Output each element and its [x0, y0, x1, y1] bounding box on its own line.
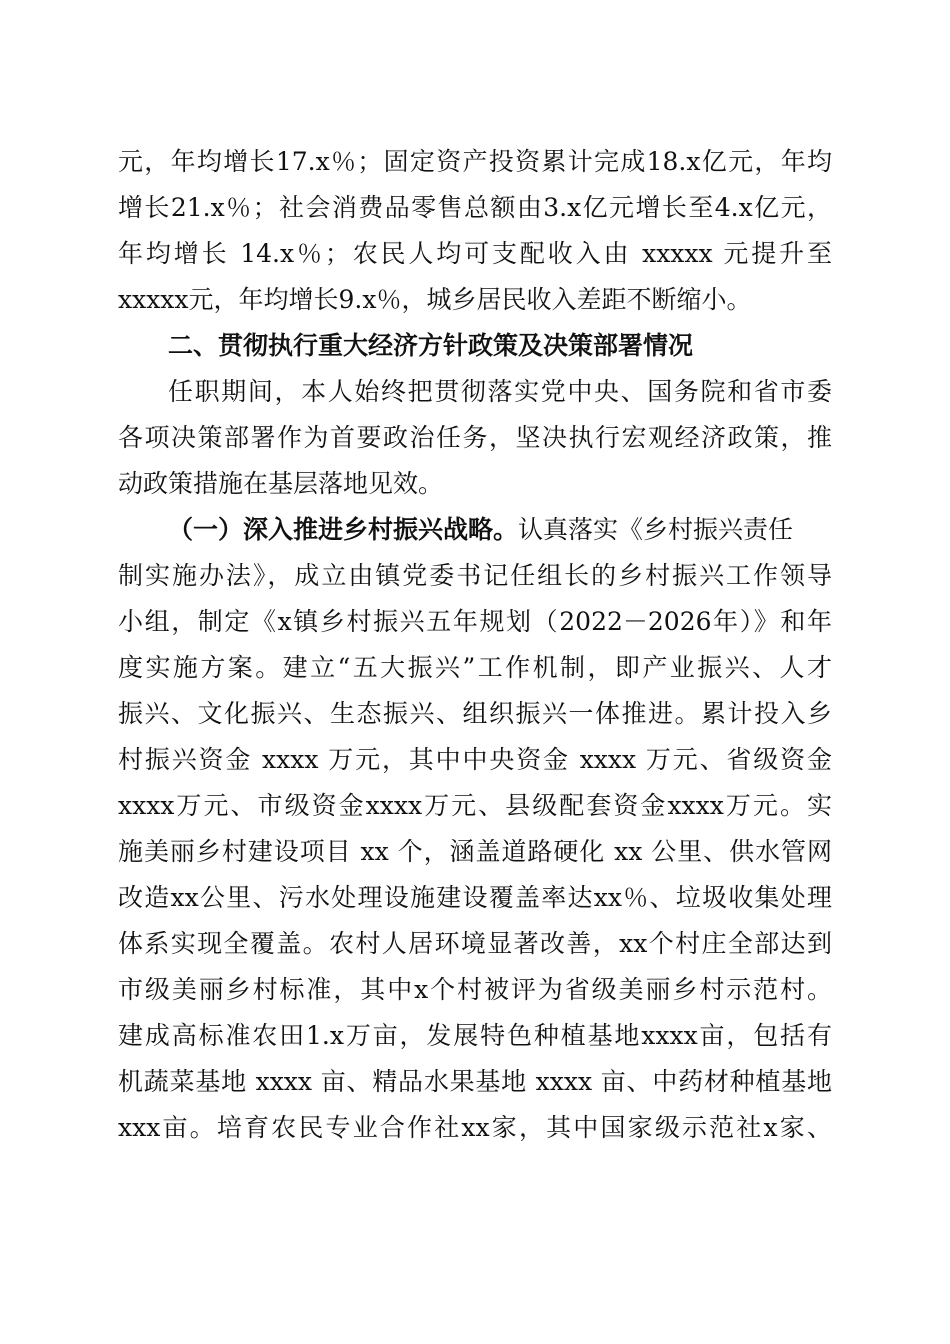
body-line: 施美丽乡村建设项目 xx 个，涵盖道路硬化 xx 公里、供水管网: [118, 837, 832, 866]
body-line: 改造xx公里、污水处理设施建设覆盖率达xx％、垃圾收集处理: [118, 883, 832, 912]
body-line: 各项决策部署作为首要政治任务，坚决执行宏观经济政策，推: [118, 423, 832, 452]
body-line: 体系实现全覆盖。农村人居环境显著改善，xx个村庄全部达到: [118, 929, 832, 958]
body-line: 市级美丽乡村标准，其中x个村被评为省级美丽乡村示范村。: [118, 975, 832, 1004]
body-line: 增长21.x％；社会消费品零售总额由3.x亿元增长至4.x亿元，: [118, 193, 832, 222]
subsection-text: 认真落实《乡村振兴责任: [518, 515, 794, 544]
body-line: 机蔬菜基地 xxxx 亩、精品水果基地 xxxx 亩、中药材种植基地: [118, 1067, 832, 1096]
body-line: 振兴、文化振兴、生态振兴、组织振兴一体推进。累计投入乡: [118, 699, 832, 728]
body-line: xxx亩。培育农民专业合作社xx家，其中国家级示范社x家、: [118, 1113, 832, 1142]
body-line: 村振兴资金 xxxx 万元，其中中央资金 xxxx 万元、省级资金: [118, 745, 832, 774]
body-line: 动政策措施在基层落地见效。: [118, 469, 444, 498]
subsection-title: （一）深入推进乡村振兴战略。: [168, 515, 519, 544]
body-line: 元，年均增长17.x％；固定资产投资累计完成18.x亿元，年均: [118, 147, 832, 176]
section-heading: 二、贯彻执行重大经济方针政策及决策部署情况: [168, 331, 694, 360]
body-line: 小组，制定《x镇乡村振兴五年规划（2022－2026年）》和年: [118, 607, 832, 636]
body-line: xxxx万元、市级资金xxxx万元、县级配套资金xxxx万元。实: [118, 791, 832, 820]
subsection-line: [168, 508, 832, 552]
body-line: 建成高标准农田1.x万亩，发展特色种植基地xxxx亩，包括有: [118, 1021, 832, 1050]
body-line: 制实施办法》，成立由镇党委书记任组长的乡村振兴工作领导: [118, 561, 832, 590]
body-line: 年均增长 14.x％；农民人均可支配收入由 xxxxx 元提升至: [118, 239, 832, 268]
body-line: 度实施方案。建立“五大振兴”工作机制，即产业振兴、人才: [118, 653, 832, 682]
body-line: xxxxx元，年均增长9.x％，城乡居民收入差距不断缩小。: [118, 285, 752, 314]
body-line: 任职期间，本人始终把贯彻落实党中央、国务院和省市委: [168, 377, 832, 406]
